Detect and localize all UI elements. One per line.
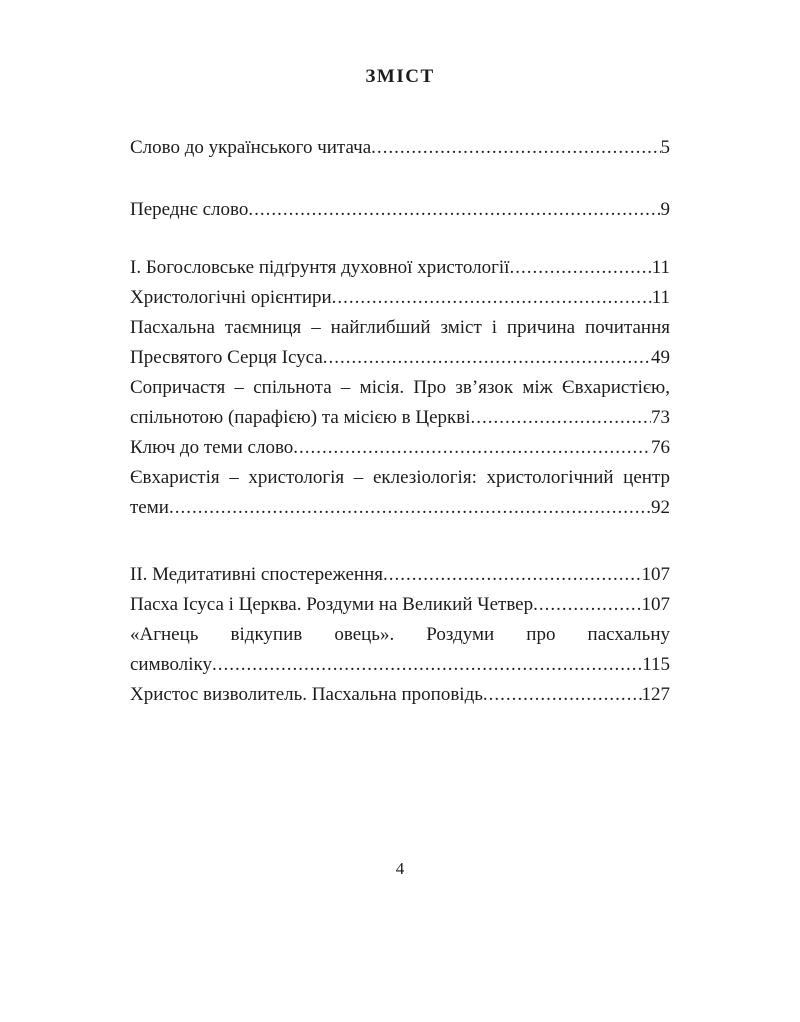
toc-entry-text: Христологічні орієнтири bbox=[130, 287, 332, 308]
toc-entry bbox=[130, 343, 670, 373]
toc-entry bbox=[130, 195, 670, 225]
toc-entry bbox=[130, 433, 670, 463]
toc-entry-text: Переднє слово bbox=[130, 199, 249, 220]
page-number: 4 bbox=[395, 859, 405, 878]
toc-entry bbox=[130, 493, 670, 523]
dot-leader bbox=[533, 590, 641, 620]
toc-entry-wrapped-line: «Агнець відкупив овець». Роздуми про пасхальну bbox=[130, 624, 670, 645]
dot-leader bbox=[483, 680, 642, 710]
toc-entry bbox=[130, 283, 670, 313]
toc-entry-page: 5 bbox=[660, 137, 670, 158]
toc-entry-text: Пасха Ісуса і Церква. Роздуми на Великий Четвер bbox=[130, 594, 534, 615]
toc-entry-page: 92 bbox=[651, 497, 670, 518]
toc-entry bbox=[130, 680, 670, 710]
toc-entry-page: 9 bbox=[660, 199, 670, 220]
dot-leader bbox=[383, 560, 642, 590]
document-page bbox=[0, 62, 800, 1022]
toc-entry bbox=[130, 590, 670, 620]
toc-entry-page: 11 bbox=[651, 257, 670, 278]
toc-entry-page: 73 bbox=[651, 407, 670, 428]
toc-entry-text: Пресвятого Серця Ісуса bbox=[130, 347, 323, 368]
toc-entry-page: 11 bbox=[651, 287, 670, 308]
dot-leader bbox=[323, 343, 651, 373]
toc-entry-text: Слово до українського читача bbox=[130, 137, 372, 158]
toc-entry-page: 107 bbox=[641, 564, 670, 585]
toc-title: ЗМІСТ bbox=[365, 66, 435, 87]
toc-entry bbox=[130, 133, 670, 163]
toc-entry-text: Ключ до теми слово bbox=[130, 437, 294, 458]
toc-entry-page: 127 bbox=[641, 684, 670, 705]
dot-leader bbox=[212, 650, 642, 680]
dot-leader bbox=[169, 493, 651, 523]
toc-entry-text: Христос визволитель. Пасхальна проповідь bbox=[130, 684, 483, 705]
toc-entry-text: теми bbox=[130, 497, 169, 518]
toc-entry bbox=[130, 403, 670, 433]
toc-entry-page: 49 bbox=[651, 347, 670, 368]
toc-entry bbox=[130, 560, 670, 590]
toc-entry-wrapped-line: Євхаристія – христологія – еклезіологія: христологічний центр bbox=[130, 467, 670, 488]
toc-entry-text: І. Богословське підґрунтя духовної христології bbox=[130, 257, 510, 278]
toc-entry-wrapped-line: Пасхальна таємниця – найглибший зміст і причина почитання bbox=[130, 317, 670, 338]
dot-leader bbox=[332, 283, 652, 313]
toc-entry-page: 76 bbox=[651, 437, 670, 458]
toc-entry-page: 115 bbox=[642, 654, 670, 675]
toc-entry-text: спільнотою (парафією) та місією в Церкві bbox=[130, 407, 471, 428]
toc-entry bbox=[130, 253, 670, 283]
toc-entry bbox=[130, 650, 670, 680]
toc-entry-page: 107 bbox=[641, 594, 670, 615]
toc-entry-text: ІІ. Медитативні спостереження bbox=[130, 564, 383, 585]
toc-entry-text: символіку bbox=[130, 654, 212, 675]
toc-entry-wrapped-line: Сопричастя – спільнота – місія. Про зв’язок між Євхаристією, bbox=[130, 377, 670, 398]
dot-leader bbox=[371, 133, 660, 163]
dot-leader bbox=[293, 433, 651, 463]
dot-leader bbox=[248, 195, 660, 225]
dot-leader bbox=[509, 253, 651, 283]
dot-leader bbox=[471, 403, 651, 433]
